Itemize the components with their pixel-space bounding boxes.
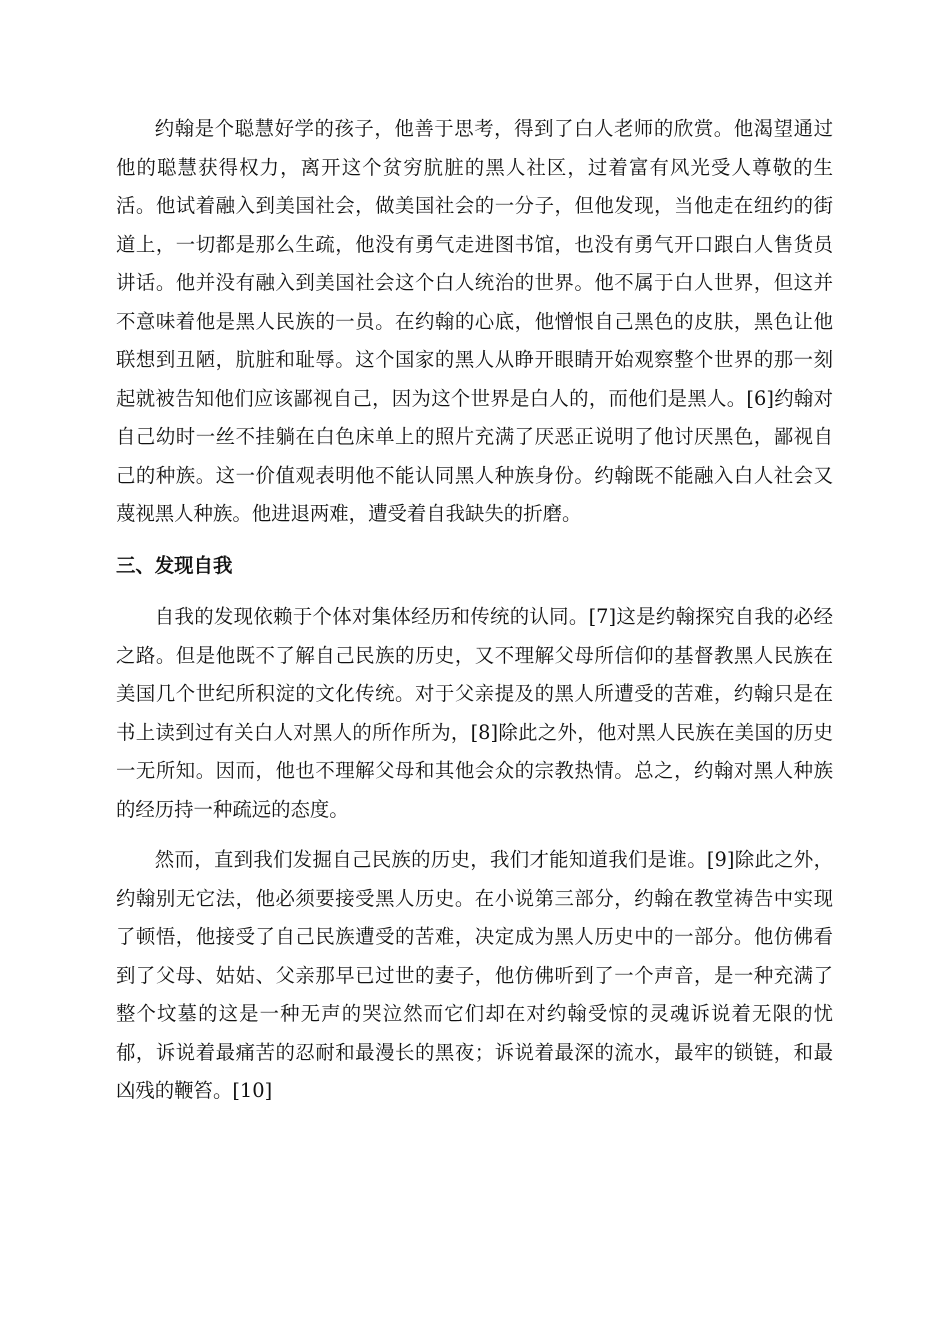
paragraph-gap	[116, 829, 833, 841]
paragraph-black-history: 然而，直到我们发掘自己民族的历史，我们才能知道我们是谁。[9]除此之外，约翰别无它法，他必须要接受黑人历史。在小说第三部分，约翰在教堂祷告中实现了顿悟，他接受了自己民族遭受的苦难，决定成为黑人历史中的一部分。他仿佛看到了父母、姑姑、父亲那早已过世的妻子，他仿佛听到了一个声音，是一种充满了整个坟墓的这是一种无声的哭泣然而它们却在对约翰受惊的灵魂诉说着无限的忧郁，诉说着最痛苦的忍耐和最漫长的黑夜；诉说着最深的流水，最牢的锁链，和最凶残的鞭笞。[10]	[116, 848, 833, 1102]
section-heading: 三、发现自我	[116, 553, 233, 577]
paragraph-john-identity: 约翰是个聪慧好学的孩子，他善于思考，得到了白人老师的欣赏。他渴望通过他的聪慧获得权力，离开这个贫穷肮脏的黑人社区，过着富有风光受人尊敬的生活。他试着融入到美国社会，做美国社会的一分子，但他发现，当他走在纽约的街道上，一切都是那么生疏，他没有勇气走进图书馆，也没有勇气开口跟白人售货员讲话。他并没有融入到美国社会这个白人统治的世界。他不属于白人世界，但这并不意味着他是黑人民族的一员。在约翰的心底，他憎恨自己黑色的皮肤，黑色让他联想到丑陋，肮脏和耻辱。这个国家的黑人从睁开眼睛开始观察整个世界的那一刻起就被告知他们应该鄙视自己，因为这个世界是白人的，而他们是黑人。[6]约翰对自己幼时一丝不挂躺在白色床单上的照片充满了厌恶正说明了他讨厌黑色，鄙视自己的种族。这一价值观表明他不能认同黑人种族身份。约翰既不能融入白人社会又蔑视黑人种族。他进退两难，遭受着自我缺失的折磨。	[116, 117, 833, 525]
document-page	[116, 110, 833, 1111]
paragraph-self-discovery: 自我的发现依赖于个体对集体经历和传统的认同。[7]这是约翰探究自我的必经之路。但是他既不了解自己民族的历史，又不理解父母所信仰的基督教黑人民族在美国几个世纪所积淀的文化传统。对于父亲提及的黑人所遭受的苦难，约翰只是在书上读到过有关白人对黑人的所作所为，[8]除此之外，他对黑人民族在美国的历史一无所知。因而，他也不理解父母和其他会众的宗教热情。总之，约翰对黑人种族的经历持一种疏远的态度。	[116, 605, 833, 821]
